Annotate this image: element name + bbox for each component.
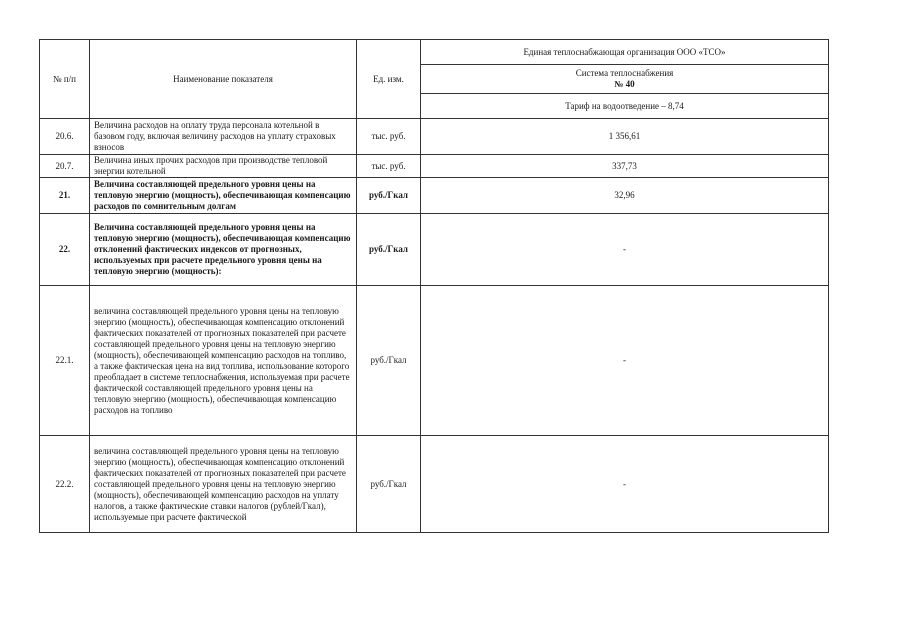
header-system-number: № 40 xyxy=(614,79,635,89)
row-number: 22. xyxy=(40,214,90,286)
table-row xyxy=(40,178,829,214)
row-unit: тыс. руб. xyxy=(357,119,421,155)
row-value: 337,73 xyxy=(421,155,829,178)
table-row xyxy=(40,155,829,178)
row-number: 22.2. xyxy=(40,436,90,533)
tariff-table xyxy=(39,39,829,533)
header-unit: Ед. изм. xyxy=(357,40,421,119)
row-unit: руб./Гкал xyxy=(357,214,421,286)
row-indicator-name: Величина составляющей предельного уровня цены на тепловую энергию (мощность), обеспечивающая компенсацию расходов по сомнительным долгам xyxy=(90,178,357,214)
header-system-label: Система теплоснабжения xyxy=(575,68,674,78)
table-row xyxy=(40,214,829,286)
row-value: - xyxy=(421,436,829,533)
table-row xyxy=(40,286,829,436)
header-row xyxy=(40,40,829,65)
header-number: № п/п xyxy=(40,40,90,119)
row-unit: руб./Гкал xyxy=(357,178,421,214)
row-unit: руб./Гкал xyxy=(357,436,421,533)
header-tariff: Тариф на водоотведение – 8,74 xyxy=(421,94,829,119)
row-value: - xyxy=(421,214,829,286)
header-system xyxy=(421,65,829,94)
table-row xyxy=(40,119,829,155)
table-row xyxy=(40,436,829,533)
table-body xyxy=(40,40,829,533)
row-indicator-name: Величина составляющей предельного уровня цены на тепловую энергию (мощность), обеспечивающая компенсацию отклонений фактических индексов от прогнозных, используемых при расчете предельного уровня цены на тепловую энергию (мощность): xyxy=(90,214,357,286)
row-indicator-name: Величина иных прочих расходов при производстве тепловой энергии котельной xyxy=(90,155,357,178)
row-number: 21. xyxy=(40,178,90,214)
row-number: 20.7. xyxy=(40,155,90,178)
row-number: 20.6. xyxy=(40,119,90,155)
row-number: 22.1. xyxy=(40,286,90,436)
row-value: - xyxy=(421,286,829,436)
header-indicator-name: Наименование показателя xyxy=(90,40,357,119)
row-unit: тыс. руб. xyxy=(357,155,421,178)
row-value: 32,96 xyxy=(421,178,829,214)
header-organization: Единая теплоснабжающая организация ООО «ТСО» xyxy=(421,40,829,65)
row-indicator-name: величина составляющей предельного уровня цены на тепловую энергию (мощность), обеспечивающая компенсацию отклонений фактических показателей от прогнозных показателей при расчете составляющей предельного уровня цены на тепловую энергию (мощность), обеспечивающей компенсацию расходов на топливо, а также фактическая цена на вид топлива, использование которого преобладает в системе теплоснабжения, используемая при расчете фактической составляющей предельного уровня цены на тепловую энергию (мощность), обеспечивающая компенсацию расходов на топливо xyxy=(90,286,357,436)
row-indicator-name: Величина расходов на оплату труда персонала котельной в базовом году, включая величину расходов на уплату страховых взносов xyxy=(90,119,357,155)
row-value: 1 356,61 xyxy=(421,119,829,155)
row-indicator-name: величина составляющей предельного уровня цены на тепловую энергию (мощность), обеспечивающая компенсацию отклонений фактических показателей от прогнозных показателей при расчете составляющей предельного уровня цены на тепловую энергию (мощность), обеспечивающей компенсацию расходов на уплату налогов, а также фактические ставки налогов (рублей/Гкал), используемые при расчете фактической xyxy=(90,436,357,533)
row-unit: руб./Гкал xyxy=(357,286,421,436)
